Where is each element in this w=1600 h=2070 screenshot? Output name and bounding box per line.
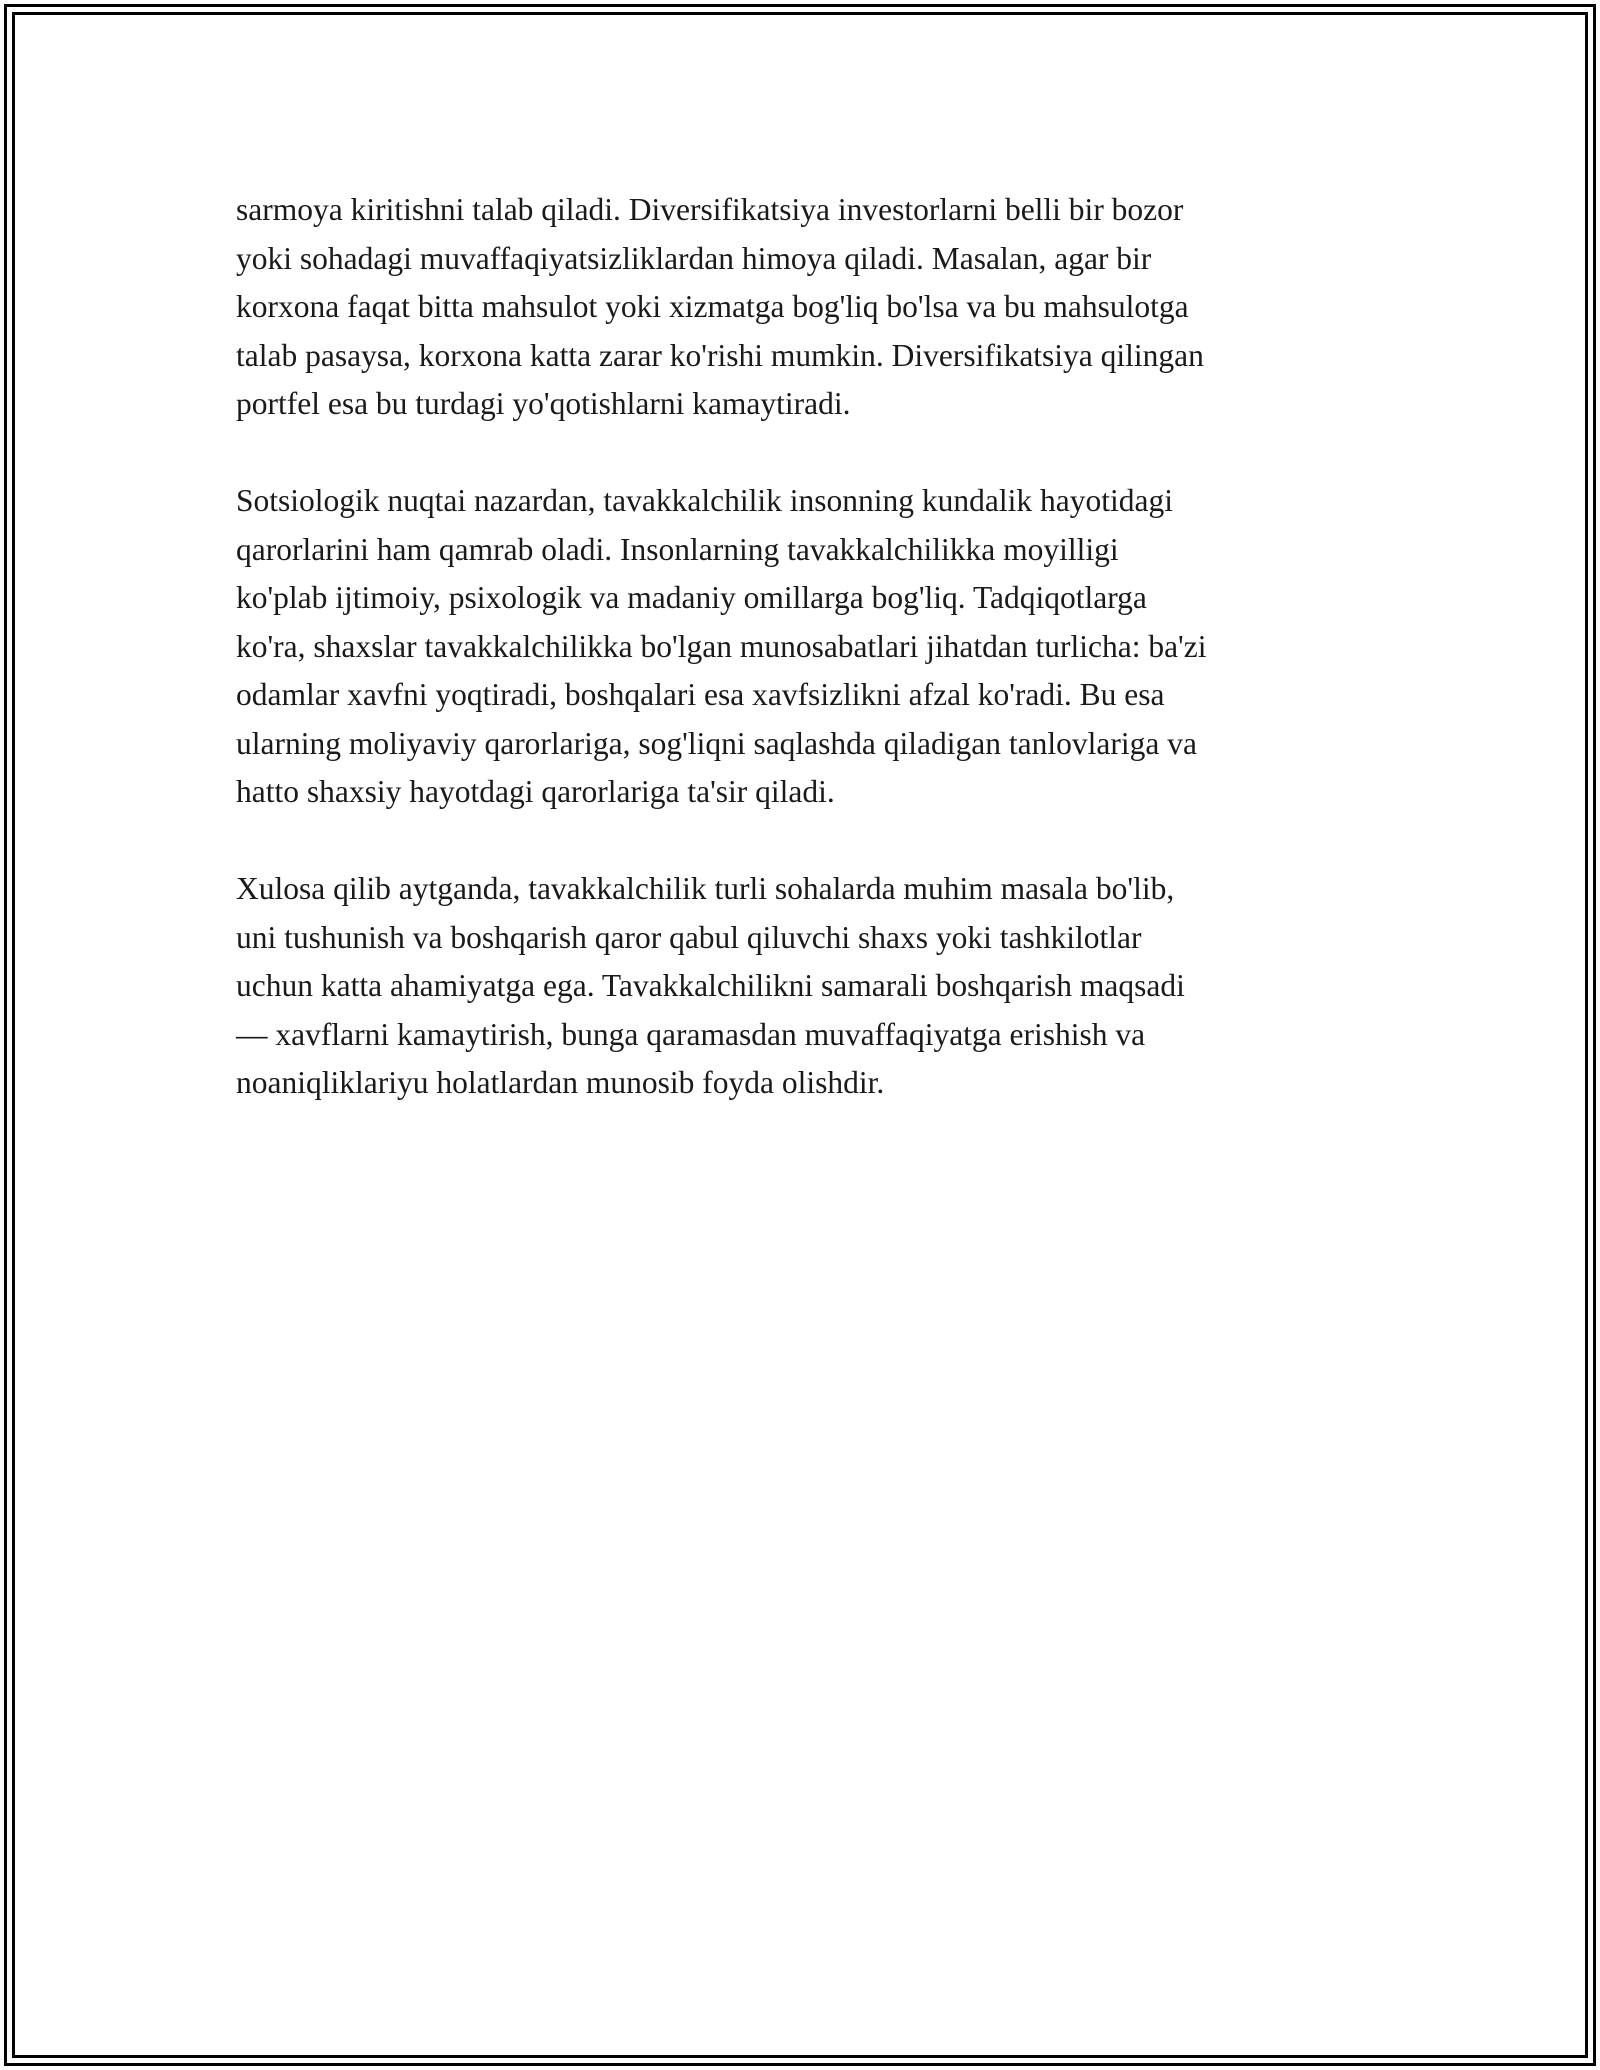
paragraph-sociological: Sotsiologik nuqtai nazardan, tavakkalchilik insonning kundalik hayotidagi qarorlarini ham qamrab oladi. Insonlarning tavakkalchilikka moyilligi ko'plab ijtimoiy, psixologik va madaniy omillarga bog'liq. Tadqiqotlarga ko'ra, shaxslar tavakkalchilikka bo'lgan munosabatlari jihatdan turlicha: ba'zi odamlar xavfni yoqtiradi, boshqalari esa xavfsizlikni afzal ko'radi. Bu esa ularning moliyaviy qarorlariga, sog'liqni saqlashda qiladigan tanlovlariga va hatto shaxsiy hayotdagi qarorlariga ta'sir qiladi. [236,483,1207,809]
paragraph-conclusion: Xulosa qilib aytganda, tavakkalchilik turli sohalarda muhim masala bo'lib, uni tushunish va boshqarish qaror qabul qiluvchi shaxs yoki tashkilotlar uchun katta ahamiyatga ega. Tavakkalchilikni samarali boshqarish maqsadi — xavflarni kamaytirish, bunga qaramasdan muvaffaqiyatga erishish va noaniqliklariyu holatlardan munosib foyda olishdir. [236,871,1185,1100]
paragraph-diversification: sarmoya kiritishni talab qiladi. Diversifikatsiya investorlarni belli bir bozor yoki sohadagi muvaffaqiyatsizliklardan himoya qiladi. Masalan, agar bir korxona faqat bitta mahsulot yoki xizmatga bog'liq bo'lsa va bu mahsulotga talab pasaysa, korxona katta zarar ko'rishi mumkin. Diversifikatsiya qilingan portfel esa bu turdagi yo'qotishlarni kamaytiradi. [236,192,1204,421]
document-body [236,186,1366,1156]
